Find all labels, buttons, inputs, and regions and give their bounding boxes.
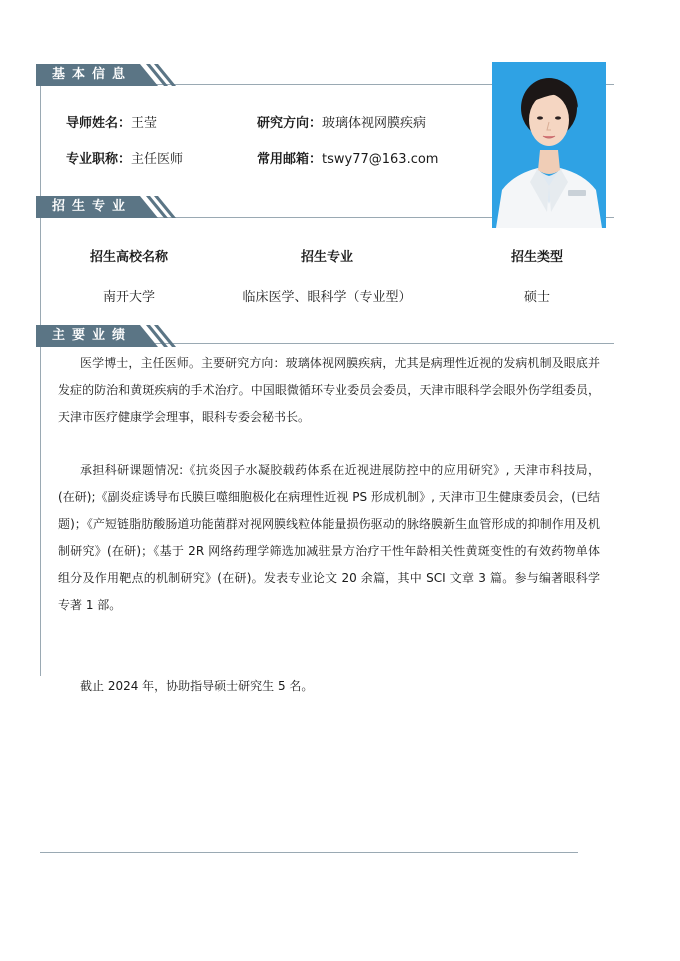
section-rule-achievements	[148, 343, 614, 344]
advisor-name-label: 导师姓名：	[66, 116, 132, 131]
email-field	[257, 148, 438, 167]
bottom-rule	[40, 852, 578, 853]
section-header-enrollment	[36, 196, 176, 218]
section-header-achievements	[36, 325, 176, 347]
email-label: 常用邮箱：	[257, 152, 323, 167]
portrait-illustration	[492, 62, 606, 228]
email-value[interactable]: tswy77@163.com	[322, 152, 439, 167]
achievement-paragraph-projects: 承担科研课题情况:《抗炎因子水凝胶载药体系在近视进展防控中的应用研究》, 天津市科技局，(在研);《副炎症诱导布氏膜巨噬细胞极化在病理性近视 PS 形成机制》, 天津市卫生健康委员会，(已结题)；《产短链脂肪酸肠道功能菌群对视网膜线粒体能量损伤驱动的脉络膜新生血管形成的抑制作用及机制研究》(在研)；《基于 2R 网络药理学筛选加减驻景方治疗干性年龄相关性黄斑变性的有效药物单体组分及作用靶点的机制研究》(在研)。发表专业论文 20 余篇，其中 SCI 文章 3 篇。参与编著眼科学专著 1 部。	[58, 463, 600, 612]
research-direction-label: 研究方向：	[257, 116, 323, 131]
professional-title-label: 专业职称：	[66, 152, 132, 167]
advisor-name-field	[66, 112, 157, 131]
research-direction-value: 玻璃体视网膜疾病	[322, 116, 427, 131]
enrollment-cell-type: 硕士	[523, 290, 550, 305]
achievement-paragraph-students: 截止 2024 年，协助指导硕士研究生 5 名。	[80, 679, 314, 693]
enrollment-header-school: 招生高校名称	[89, 250, 168, 265]
achievement-paragraph-bio: 医学博士，主任医师。主要研究方向：玻璃体视网膜疾病，尤其是病理性近视的发病机制及眼底并发症的防治和黄斑疾病的手术治疗。中国眼微循环专业委员会委员，天津市眼科学会眼外伤学组委员，天津市医疗健康学会理事，眼科专委会秘书长。	[58, 356, 600, 424]
left-margin-rule	[40, 84, 41, 676]
research-direction-field	[257, 112, 426, 131]
enrollment-header-type: 招生类型	[510, 250, 563, 265]
enrollment-cell-major: 临床医学、眼科学（专业型）	[242, 290, 412, 305]
professional-title-field	[66, 148, 183, 167]
professional-title-value: 主任医师	[131, 152, 184, 167]
enrollment-header-major: 招生专业	[300, 250, 353, 265]
section-header-basic-info	[36, 64, 176, 86]
section-title: 基本信息	[52, 67, 133, 82]
enrollment-cell-school: 南开大学	[102, 290, 155, 305]
advisor-name-value: 王莹	[131, 116, 158, 131]
advisor-photo	[492, 62, 606, 228]
section-title: 主要业绩	[52, 328, 133, 343]
section-title: 招生专业	[52, 199, 133, 214]
